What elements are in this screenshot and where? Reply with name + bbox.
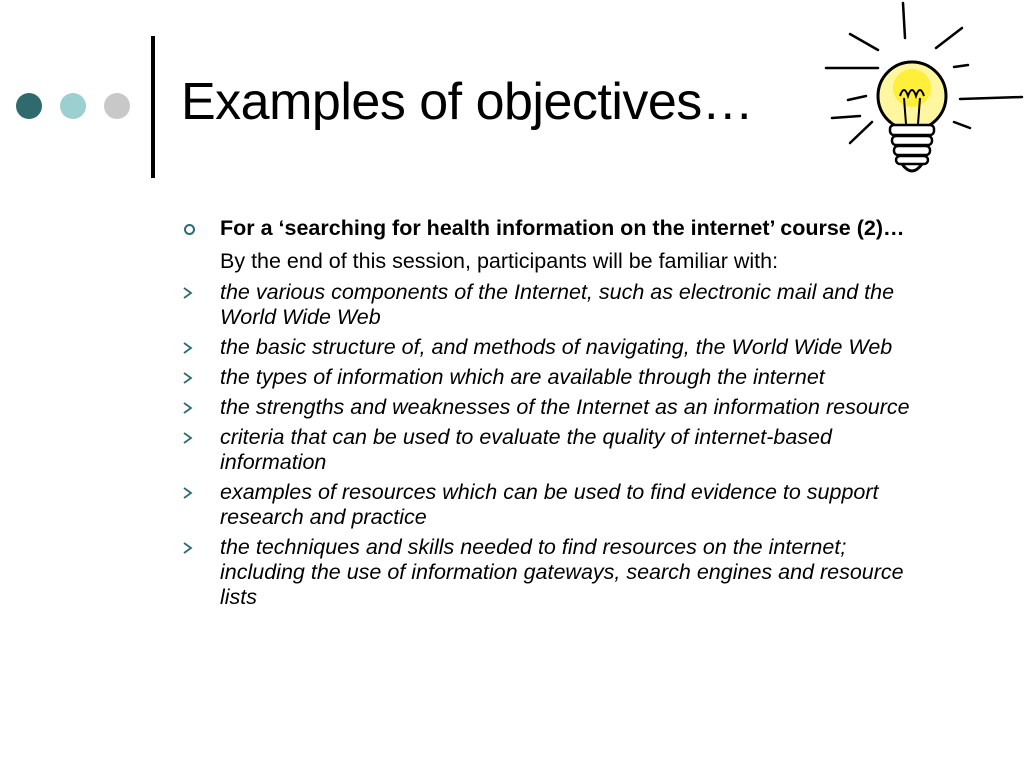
chevron-bullet-icon	[182, 371, 194, 385]
slide-title: Examples of objectives…	[181, 73, 754, 131]
grey-dot	[104, 93, 130, 119]
chevron-bullet-icon	[182, 401, 194, 415]
light-teal-dot	[60, 93, 86, 119]
chevron-bullet-icon	[182, 431, 194, 445]
main-bullet	[182, 216, 932, 241]
list-item	[182, 365, 932, 390]
list-item-text: the strengths and weaknesses of the Internet as an information resource	[220, 395, 910, 419]
list-item	[182, 480, 932, 530]
list-item	[182, 425, 932, 475]
list-item-text: the basic structure of, and methods of navigating, the World Wide Web	[220, 335, 893, 359]
list-item-text: the techniques and skills needed to find resources on the internet; including the use of information gateways, search engines and resource lists	[220, 535, 904, 609]
list-item	[182, 395, 932, 420]
main-bullet-text: For a ‘searching for health information on the internet’ course (2)…	[220, 216, 905, 240]
lightbulb-icon	[820, 0, 1024, 182]
chevron-bullet-icon	[182, 341, 194, 355]
list-item-text: the various components of the Internet, such as electronic mail and the World Wide Web	[220, 280, 895, 329]
list-item-text: criteria that can be used to evaluate the quality of internet-based information	[220, 425, 832, 474]
dark-teal-dot	[16, 93, 42, 119]
decorative-dots	[16, 93, 136, 121]
circle-bullet-icon	[184, 224, 195, 235]
intro-text: By the end of this session, participants will be familiar with:	[220, 249, 779, 273]
list-item	[182, 335, 932, 360]
chevron-bullet-icon	[182, 286, 194, 300]
list-item	[182, 535, 932, 610]
chevron-bullet-icon	[182, 486, 194, 500]
list-item-text: the types of information which are available through the internet	[220, 365, 825, 389]
list-item	[182, 280, 932, 330]
intro-line	[182, 249, 932, 274]
chevron-bullet-icon	[182, 541, 194, 555]
list-item-text: examples of resources which can be used to find evidence to support research and practice	[220, 480, 879, 529]
title-divider	[151, 36, 155, 178]
slide-content	[182, 216, 932, 615]
